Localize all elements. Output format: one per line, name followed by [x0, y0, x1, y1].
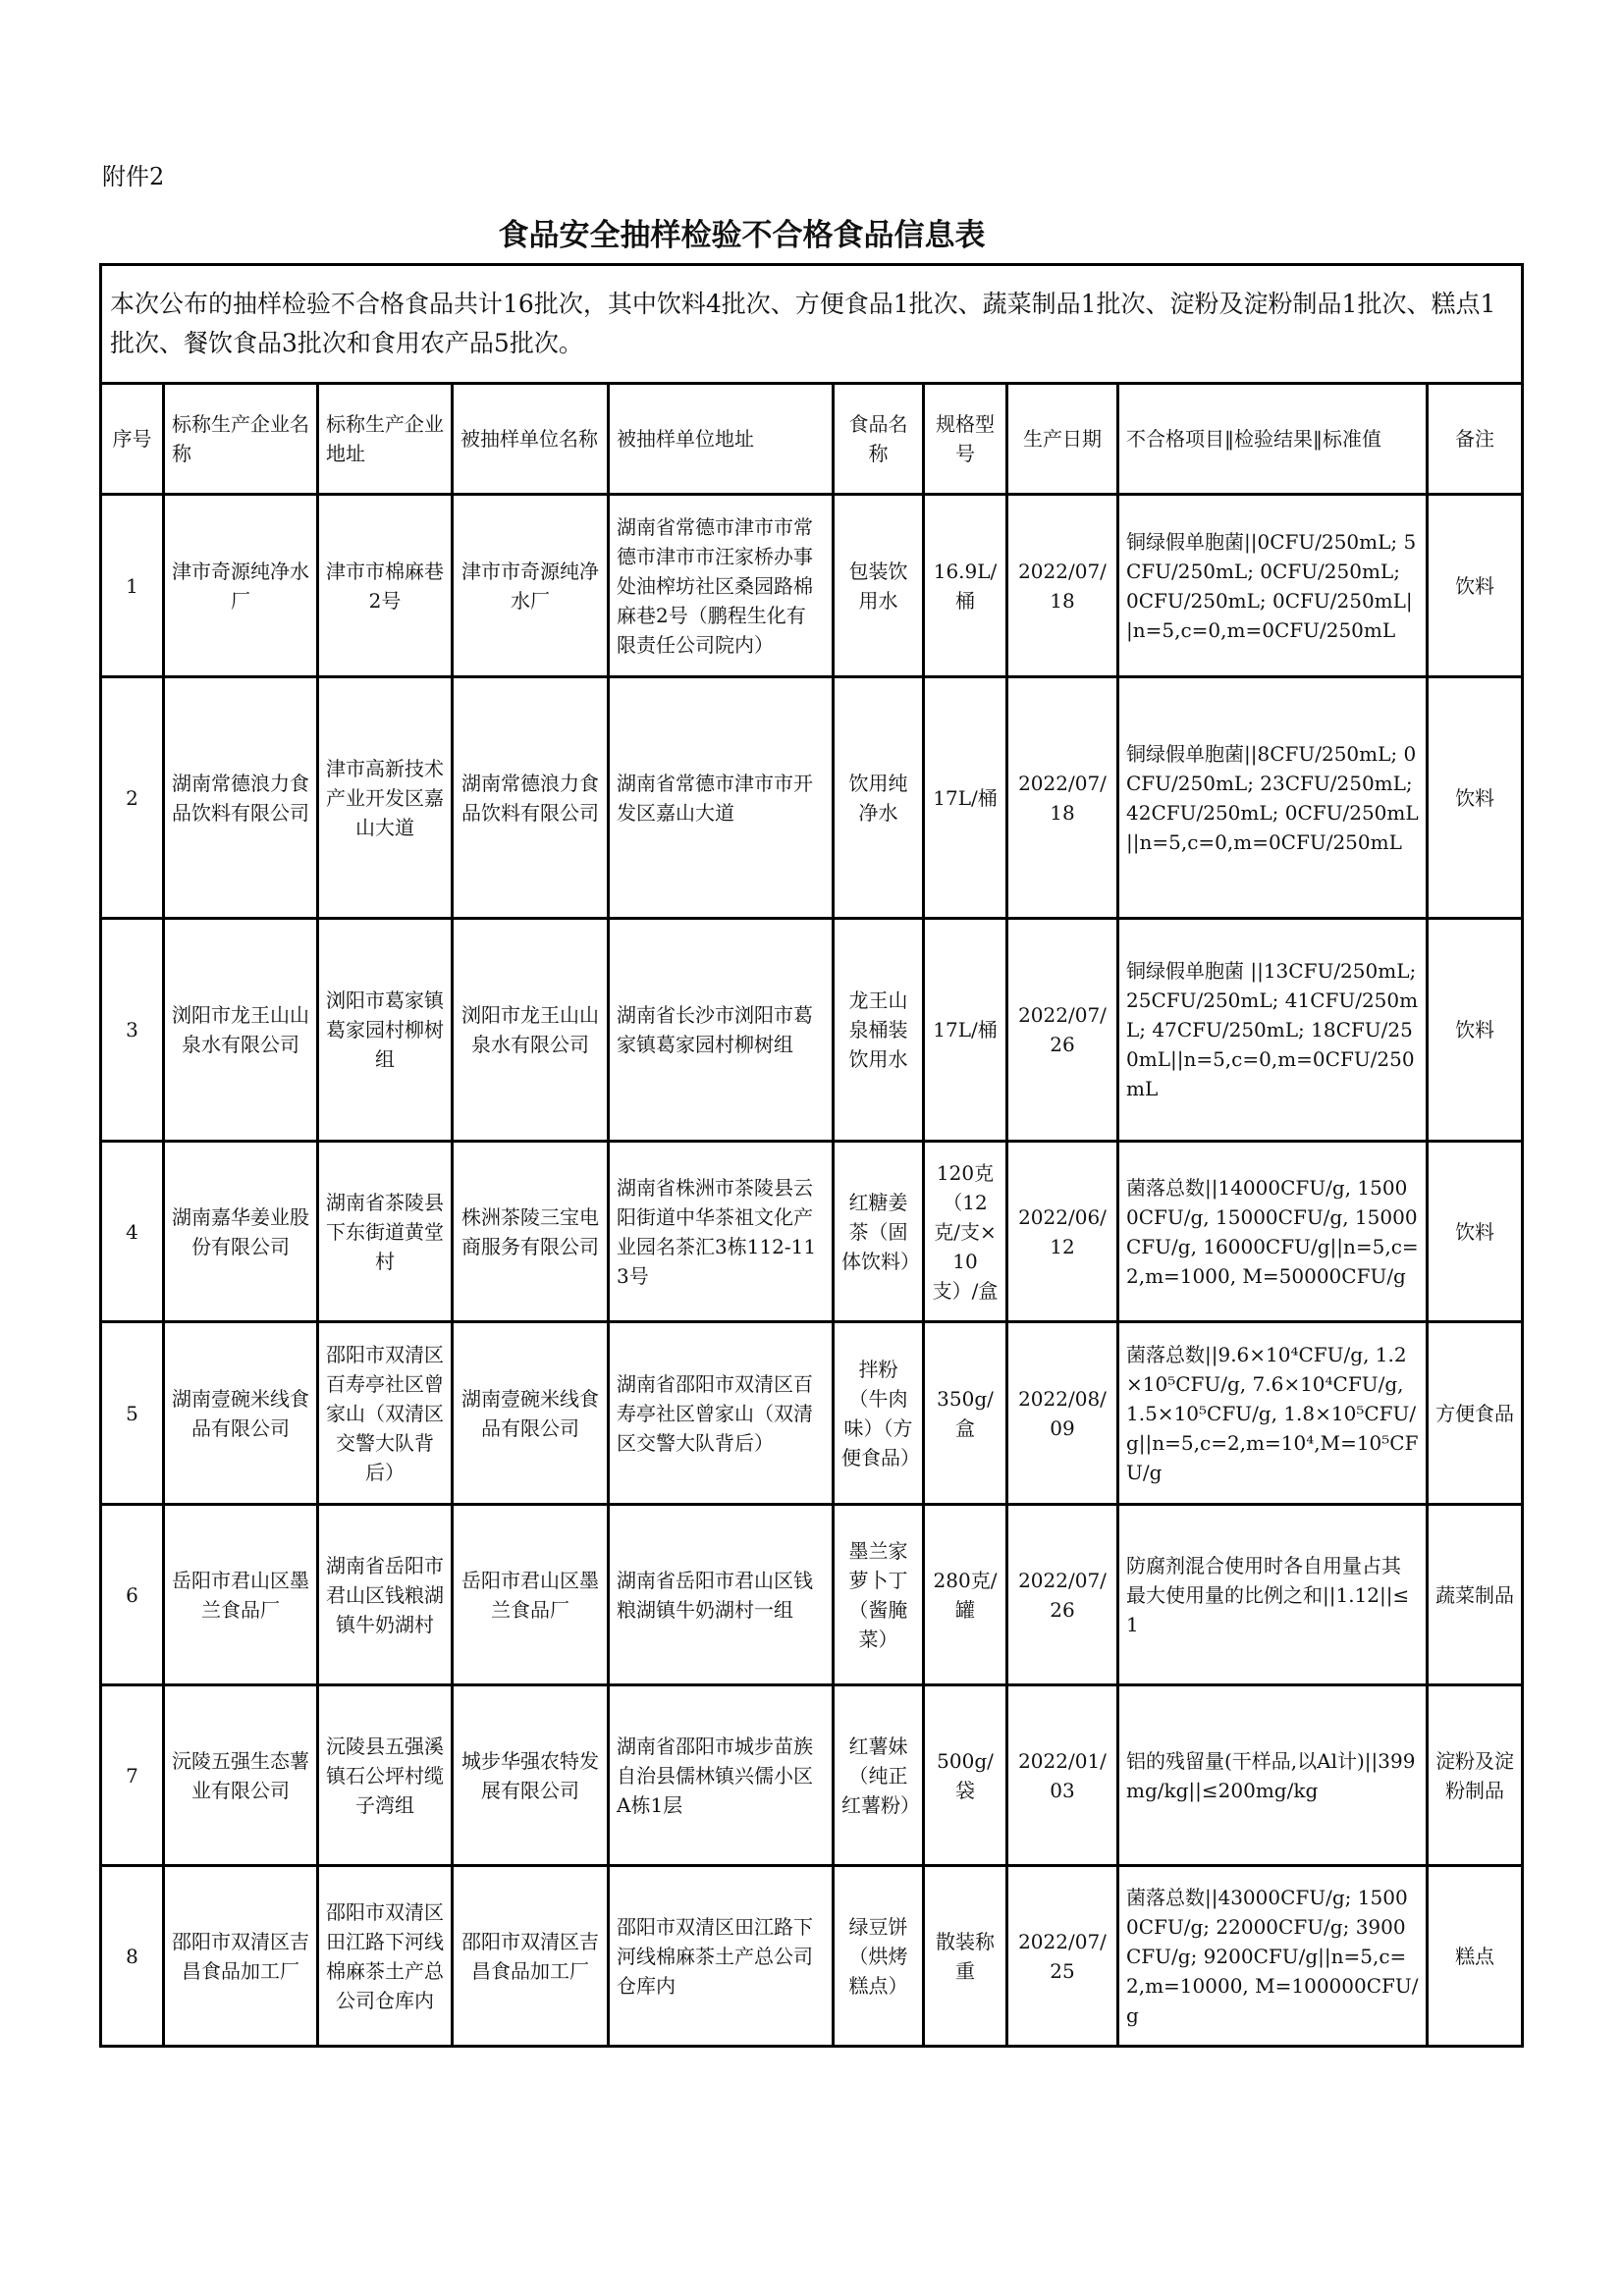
category-note: 淀粉及淀粉制品 [1428, 1685, 1523, 1866]
test-item-result: 菌落总数||9.6×10⁴CFU/g, 1.2×10⁵CFU/g, 7.6×10⁴CFU/g, 1.5×10⁵CFU/g, 1.8×10⁵CFU/g||n=5,c=2,m=10⁴,M=10⁵CFU/g [1118, 1322, 1428, 1505]
producer-address: 邵阳市双清区田江路下河线棉麻茶土产总公司仓库内 [318, 1866, 453, 2047]
sampled-unit-name: 城步华强农特发展有限公司 [453, 1685, 609, 1866]
category-note: 蔬菜制品 [1428, 1505, 1523, 1685]
production-date: 2022/07/25 [1007, 1866, 1118, 2047]
table-row [101, 919, 1523, 1142]
sampled-unit-name: 邵阳市双清区吉昌食品加工厂 [453, 1866, 609, 2047]
sampled-unit-name: 株洲茶陵三宝电商服务有限公司 [453, 1142, 609, 1322]
sampled-unit-name: 湖南常德浪力食品饮料有限公司 [453, 677, 609, 919]
producer-address: 湖南省茶陵县下东街道黄堂村 [318, 1142, 453, 1322]
col-header: 不合格项目‖检验结果‖标准值 [1118, 384, 1428, 495]
row-no: 5 [101, 1322, 164, 1505]
production-date: 2022/06/12 [1007, 1142, 1118, 1322]
table-header-row [101, 384, 1523, 495]
test-item-result: 菌落总数||43000CFU/g; 15000CFU/g; 22000CFU/g; 3900CFU/g; 9200CFU/g||n=5,c=2,m=10000, M=100000CFU/g [1118, 1866, 1428, 2047]
row-no: 7 [101, 1685, 164, 1866]
sampled-unit-address: 湖南省常德市津市市常德市津市市汪家桥办事处油榨坊社区桑园路棉麻巷2号（鹏程生化有限责任公司院内） [609, 495, 834, 677]
table-row [101, 677, 1523, 919]
category-note: 方便食品 [1428, 1322, 1523, 1505]
category-note: 饮料 [1428, 677, 1523, 919]
food-name: 绿豆饼（烘烤糕点） [834, 1866, 924, 2047]
producer-name: 浏阳市龙王山山泉水有限公司 [164, 919, 318, 1142]
food-name: 包装饮用水 [834, 495, 924, 677]
spec: 350g/盒 [924, 1322, 1007, 1505]
table-row [101, 1866, 1523, 2047]
producer-address: 邵阳市双清区百寿亭社区曾家山（双清区交警大队背后） [318, 1322, 453, 1505]
production-date: 2022/07/18 [1007, 495, 1118, 677]
sampled-unit-name: 津市市奇源纯净水厂 [453, 495, 609, 677]
sampled-unit-name: 岳阳市君山区墨兰食品厂 [453, 1505, 609, 1685]
test-item-result: 铜绿假单胞菌 ||13CFU/250mL; 25CFU/250mL; 41CFU/250mL; 47CFU/250mL; 18CFU/250mL||n=5,c=0,m=0CFU/250mL [1118, 919, 1428, 1142]
test-item-result: 菌落总数||14000CFU/g, 15000CFU/g, 15000CFU/g, 15000CFU/g, 16000CFU/g||n=5,c=2,m=1000, M=50000CFU/g [1118, 1142, 1428, 1322]
test-item-result: 铜绿假单胞菌||8CFU/250mL; 0CFU/250mL; 23CFU/250mL; 42CFU/250mL; 0CFU/250mL||n=5,c=0,m=0CFU/250mL [1118, 677, 1428, 919]
test-item-result: 防腐剂混合使用时各自用量占其最大使用量的比例之和||1.12||≤1 [1118, 1505, 1428, 1685]
sampled-unit-address: 湖南省邵阳市城步苗族自治县儒林镇兴儒小区A栋1层 [609, 1685, 834, 1866]
row-no: 4 [101, 1142, 164, 1322]
food-name: 墨兰家萝卜丁（酱腌菜） [834, 1505, 924, 1685]
col-header: 被抽样单位名称 [453, 384, 609, 495]
page-title: 食品安全抽样检验不合格食品信息表 [498, 218, 986, 253]
spec: 散装称重 [924, 1866, 1007, 2047]
table-body [101, 495, 1523, 2047]
col-header: 生产日期 [1007, 384, 1118, 495]
sampled-unit-address: 湖南省常德市津市市开发区嘉山大道 [609, 677, 834, 919]
summary-text: 本次公布的抽样检验不合格食品共计16批次，其中饮料4批次、方便食品1批次、蔬菜制品1批次、淀粉及淀粉制品1批次、糕点1批次、餐饮食品3批次和食用农产品5批次。 [101, 265, 1523, 384]
row-no: 3 [101, 919, 164, 1142]
col-header: 被抽样单位地址 [609, 384, 834, 495]
spec: 500g/袋 [924, 1685, 1007, 1866]
producer-name: 湖南常德浪力食品饮料有限公司 [164, 677, 318, 919]
category-note: 饮料 [1428, 495, 1523, 677]
producer-name: 津市奇源纯净水厂 [164, 495, 318, 677]
table-row [101, 1322, 1523, 1505]
production-date: 2022/07/26 [1007, 1505, 1118, 1685]
col-header: 标称生产企业名称 [164, 384, 318, 495]
spec: 16.9L/桶 [924, 495, 1007, 677]
row-no: 2 [101, 677, 164, 919]
row-no: 1 [101, 495, 164, 677]
col-header: 备注 [1428, 384, 1523, 495]
sampled-unit-address: 湖南省株洲市茶陵县云阳街道中华茶祖文化产业园名茶汇3栋112-113号 [609, 1142, 834, 1322]
food-name: 拌粉（牛肉味）（方便食品） [834, 1322, 924, 1505]
info-table [99, 263, 1524, 2048]
category-note: 饮料 [1428, 919, 1523, 1142]
sampled-unit-name: 湖南壹碗米线食品有限公司 [453, 1322, 609, 1505]
spec: 280克/罐 [924, 1505, 1007, 1685]
producer-name: 沅陵五强生态薯业有限公司 [164, 1685, 318, 1866]
spec: 120克（12克/支×10支）/盒 [924, 1142, 1007, 1322]
test-item-result: 铜绿假单胞菌||0CFU/250mL; 5CFU/250mL; 0CFU/250mL; 0CFU/250mL; 0CFU/250mL||n=5,c=0,m=0CFU/250mL [1118, 495, 1428, 677]
producer-address: 湖南省岳阳市君山区钱粮湖镇牛奶湖村 [318, 1505, 453, 1685]
producer-name: 邵阳市双清区吉昌食品加工厂 [164, 1866, 318, 2047]
col-header: 序号 [101, 384, 164, 495]
table-row [101, 495, 1523, 677]
sampled-unit-address: 湖南省岳阳市君山区钱粮湖镇牛奶湖村一组 [609, 1505, 834, 1685]
producer-address: 津市高新技术产业开发区嘉山大道 [318, 677, 453, 919]
sampled-unit-address: 湖南省邵阳市双清区百寿亭社区曾家山（双清区交警大队背后） [609, 1322, 834, 1505]
food-name: 龙王山泉桶装饮用水 [834, 919, 924, 1142]
attachment-label: 附件2 [102, 163, 165, 190]
production-date: 2022/07/26 [1007, 919, 1118, 1142]
production-date: 2022/07/18 [1007, 677, 1118, 919]
col-header: 标称生产企业地址 [318, 384, 453, 495]
category-note: 饮料 [1428, 1142, 1523, 1322]
food-name: 红薯妹（纯正红薯粉） [834, 1685, 924, 1866]
sampled-unit-address: 湖南省长沙市浏阳市葛家镇葛家园村柳树组 [609, 919, 834, 1142]
sampled-unit-name: 浏阳市龙王山山泉水有限公司 [453, 919, 609, 1142]
producer-address: 津市市棉麻巷2号 [318, 495, 453, 677]
col-header: 食品名称 [834, 384, 924, 495]
row-no: 8 [101, 1866, 164, 2047]
producer-address: 浏阳市葛家镇葛家园村柳树组 [318, 919, 453, 1142]
spec: 17L/桶 [924, 919, 1007, 1142]
table-row [101, 1505, 1523, 1685]
producer-name: 湖南壹碗米线食品有限公司 [164, 1322, 318, 1505]
spec: 17L/桶 [924, 677, 1007, 919]
producer-name: 岳阳市君山区墨兰食品厂 [164, 1505, 318, 1685]
producer-name: 湖南嘉华姜业股份有限公司 [164, 1142, 318, 1322]
col-header: 规格型号 [924, 384, 1007, 495]
test-item-result: 铝的残留量(干样品,以Al计)||399mg/kg||≤200mg/kg [1118, 1685, 1428, 1866]
production-date: 2022/08/09 [1007, 1322, 1118, 1505]
food-name: 饮用纯净水 [834, 677, 924, 919]
production-date: 2022/01/03 [1007, 1685, 1118, 1866]
table-row [101, 1685, 1523, 1866]
producer-address: 沅陵县五强溪镇石公坪村缆子湾组 [318, 1685, 453, 1866]
food-name: 红糖姜茶（固体饮料） [834, 1142, 924, 1322]
category-note: 糕点 [1428, 1866, 1523, 2047]
sampled-unit-address: 邵阳市双清区田江路下河线棉麻茶土产总公司仓库内 [609, 1866, 834, 2047]
row-no: 6 [101, 1505, 164, 1685]
table-row [101, 1142, 1523, 1322]
